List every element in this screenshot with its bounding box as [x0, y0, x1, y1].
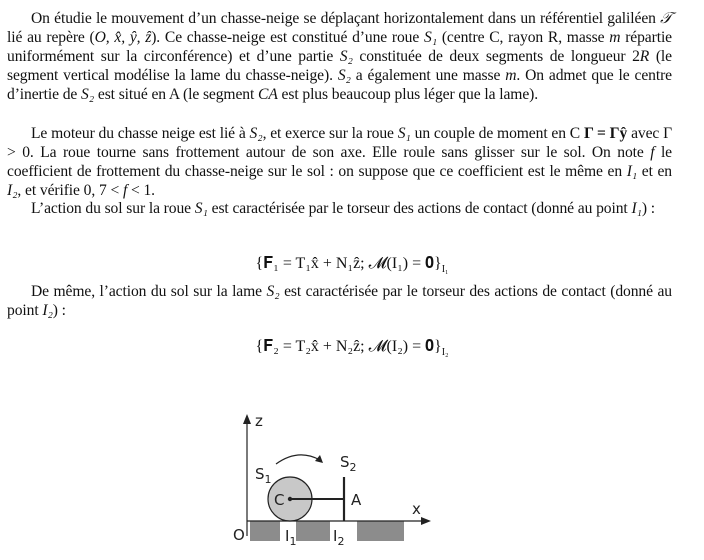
rotation-arrow [276, 455, 320, 464]
contact-i2-label: $I_2$ [333, 527, 345, 548]
math-symbol: I₂ [42, 302, 53, 319]
text-run: est plus beaucoup plus léger que la lame). [277, 86, 539, 103]
math-symbol: S₂ [266, 283, 280, 300]
z-axis-label: z [255, 412, 263, 430]
text-run: , et vérifie 0, 7 < [17, 182, 123, 199]
text-run: (le segment vertical modélise la lame du chasse-neige). [7, 48, 672, 84]
ground-block-1 [250, 521, 280, 541]
math-symbol: S₂ [249, 125, 263, 142]
snowplow-figure [230, 410, 450, 560]
math-vector: Γ = Γŷ [583, 125, 628, 142]
text-run: est situé en A (le segment [94, 86, 259, 103]
text-run: répartie uniformément sur la circonférence) et d’une partie [7, 29, 672, 65]
text-run: On étudie le mouvement d’un chasse-neige se déplaçant horizontalement dans un référentiel galiléen [31, 10, 661, 27]
text-run: constituée de deux segments de longueur 2 [352, 48, 640, 65]
z-axis-arrowhead [243, 414, 251, 424]
equation-1-body: {𝐅₁ = T₁x̂ + N₁ẑ; 𝓜(I₁) = 𝟎} [255, 255, 442, 272]
x-axis-arrowhead [421, 517, 431, 525]
text-run: avec Γ > 0. La roue tourne sans frottement autour de son axe. Elle roule sans glisser sur le sol. On note [7, 125, 673, 161]
text-run: est caractérisée par le torseur des actions de contact (donné au point [7, 283, 672, 319]
text-run: le coefficient de frottement du chasse-neige sur le sol : on suppose que ce coefficient est le même en [7, 144, 672, 180]
rotation-arrowhead [315, 455, 323, 463]
text-run: ). Ce chasse-neige est constitué d’une roue [151, 29, 424, 46]
text-run: un couple de moment en C [410, 125, 584, 142]
math-symbol: S₁ [194, 200, 208, 217]
text-run: , et exerce sur la roue [262, 125, 398, 142]
point-a-label: A [351, 491, 362, 509]
math-symbol: I₁ [631, 200, 642, 217]
x-axis-label: x [412, 500, 421, 518]
text-run: et en [637, 163, 672, 180]
text-run: ) : [52, 302, 66, 319]
math-symbol: S₂ [81, 86, 95, 103]
math-symbol: CA [258, 86, 278, 103]
math-symbol: O, x̂, ŷ, ẑ [94, 29, 152, 46]
text-run: Le moteur du chasse neige est lié à [31, 125, 250, 142]
math-symbol: S₂ [337, 67, 351, 84]
text-run: est caractérisée par le torseur des actions de contact (donné au point [207, 200, 632, 217]
text-run: . On admet que le centre d’inertie de [7, 67, 672, 103]
equation-torseur-2 [0, 337, 704, 362]
math-symbol: I₁ [626, 163, 638, 180]
equation-2-subscript: I₂ [441, 347, 449, 359]
math-symbol: m [609, 29, 621, 46]
math-symbol: 𝒯 [660, 10, 672, 27]
math-symbol: m [505, 67, 517, 84]
paragraph-1 [7, 9, 672, 104]
paragraph-4 [7, 282, 672, 320]
s1-label: $S_1$ [255, 465, 272, 486]
math-symbol: S₁ [424, 29, 438, 46]
equation-1-subscript: I₁ [441, 264, 449, 276]
snowplow-diagram [230, 410, 450, 555]
math-symbol: R [639, 48, 650, 65]
ground-block-2 [296, 521, 330, 541]
math-symbol: S₂ [339, 48, 353, 65]
s2-label: $S_2$ [340, 453, 357, 474]
text-run: ) : [641, 200, 655, 217]
contact-i1-label: $I_1$ [285, 527, 297, 548]
equation-2-body: {𝐅₂ = T₂x̂ + N₂ẑ; 𝓜(I₂) = 𝟎} [255, 338, 442, 355]
equation-torseur-1 [0, 254, 704, 279]
paragraph-2 [7, 124, 672, 200]
paragraph-3 [7, 199, 672, 218]
ground-block-3 [357, 521, 404, 541]
text-run: lié au repère ( [7, 29, 95, 46]
point-c-label: C [274, 491, 285, 509]
math-symbol: f [122, 182, 128, 199]
text-run: De même, l’action du sol sur la lame [31, 283, 267, 300]
math-symbol: f [650, 144, 655, 161]
origin-label: O [233, 526, 245, 544]
text-run: (centre C, rayon R, masse [437, 29, 610, 46]
math-symbol: S₁ [397, 125, 411, 142]
text-run: < 1. [127, 182, 155, 199]
math-symbol: I₂ [7, 182, 18, 199]
text-run: a également une masse [350, 67, 506, 84]
text-run: L’action du sol sur la roue [31, 200, 195, 217]
